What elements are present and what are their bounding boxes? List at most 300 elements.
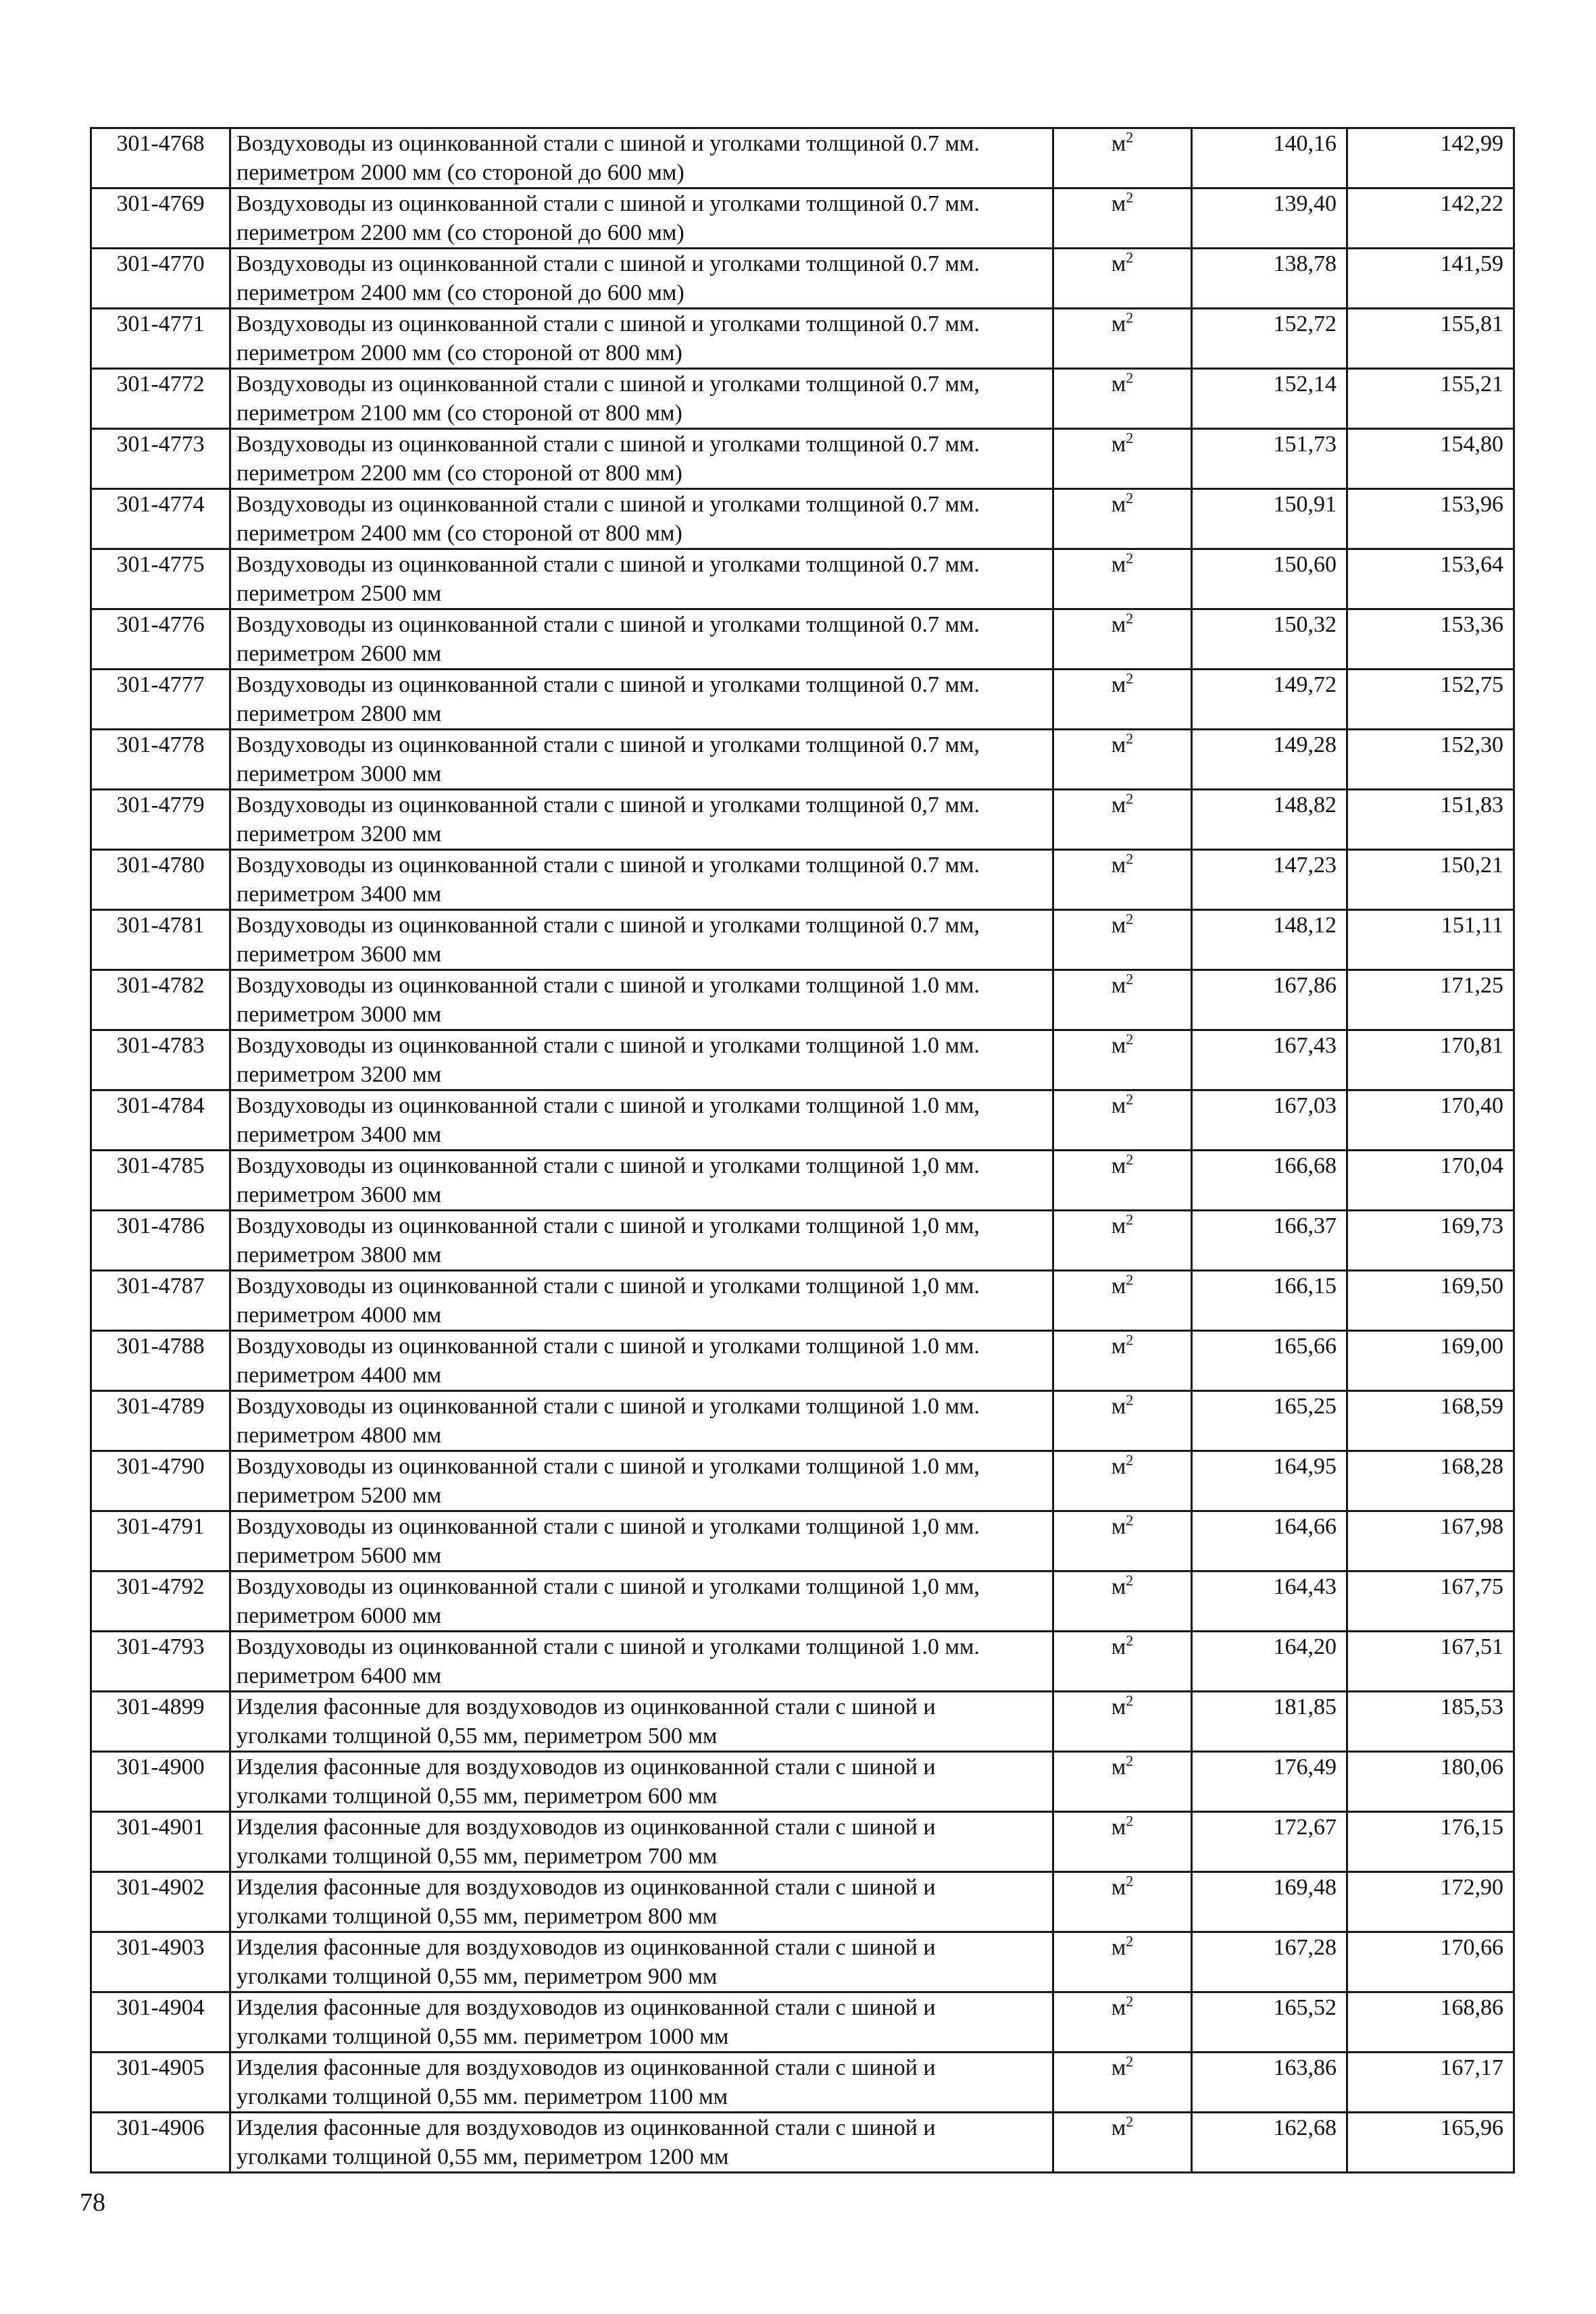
description-line-2: периметром 4800 мм: [236, 1423, 442, 1448]
item-code: 301-4784: [91, 1090, 230, 1151]
table-body: [91, 128, 1514, 2173]
description-line-1: Воздуховоды из оцинкованной стали с шиной и уголками толщиной 1.0 мм.: [236, 1033, 980, 1058]
item-code: 301-4900: [91, 1752, 230, 1812]
description-line-1: Воздуховоды из оцинкованной стали с шиной и уголками толщиной 0.7 мм.: [236, 552, 980, 577]
price-base: 149,28: [1192, 730, 1347, 790]
table-row: [91, 670, 1514, 730]
price-base: 167,86: [1192, 970, 1347, 1030]
unit-label: м: [1111, 973, 1126, 998]
description-line-2: уголками толщиной 0,55 мм, периметром 500 мм: [236, 1724, 718, 1749]
price-base: 147,23: [1192, 850, 1347, 910]
unit-cell: [1053, 369, 1192, 429]
unit-cell: [1053, 1632, 1192, 1692]
price-current: 150,21: [1347, 850, 1514, 910]
unit-label: м: [1111, 732, 1126, 757]
price-table: [90, 127, 1515, 2173]
description-line-2: периметром 3200 мм: [236, 822, 442, 847]
item-description: [230, 1992, 1053, 2053]
description-line-2: периметром 2200 мм (со стороной от 800 мм): [236, 461, 682, 486]
price-base: 162,68: [1192, 2113, 1347, 2173]
description-line-2: периметром 3200 мм: [236, 1062, 442, 1087]
description-line-1: Воздуховоды из оцинкованной стали с шиной и уголками толщиной 1.0 мм,: [236, 1093, 980, 1118]
description-line-2: уголками толщиной 0,55 мм, периметром 700 мм: [236, 1844, 718, 1869]
unit-cell: [1053, 730, 1192, 790]
item-description: [230, 309, 1053, 369]
price-current: 176,15: [1347, 1812, 1514, 1872]
unit-cell: [1053, 1211, 1192, 1271]
price-base: 152,72: [1192, 309, 1347, 369]
item-code: 301-4775: [91, 549, 230, 609]
price-current: 167,51: [1347, 1632, 1514, 1692]
unit-exponent: 2: [1126, 1752, 1134, 1769]
description-line-1: Изделия фасонные для воздуховодов из оцинкованной стали с шиной и: [236, 1995, 936, 2020]
price-current: 168,28: [1347, 1451, 1514, 1511]
table-row: [91, 1692, 1514, 1752]
description-line-2: периметром 5600 мм: [236, 1543, 442, 1568]
unit-exponent: 2: [1126, 1211, 1134, 1228]
unit-exponent: 2: [1126, 1151, 1134, 1168]
price-current: 142,22: [1347, 188, 1514, 249]
unit-exponent: 2: [1126, 1451, 1134, 1469]
item-code: 301-4768: [91, 128, 230, 188]
item-description: [230, 1030, 1053, 1090]
price-base: 164,95: [1192, 1451, 1347, 1511]
item-description: [230, 1812, 1053, 1872]
table-row: [91, 790, 1514, 850]
price-current: 169,73: [1347, 1211, 1514, 1271]
item-code: 301-4778: [91, 730, 230, 790]
item-code: 301-4790: [91, 1451, 230, 1511]
unit-label: м: [1111, 1334, 1126, 1359]
price-current: 185,53: [1347, 1692, 1514, 1752]
price-base: 138,78: [1192, 249, 1347, 309]
description-line-2: уголками толщиной 0,55 мм, периметром 1200 мм: [236, 2144, 729, 2169]
price-base: 165,52: [1192, 1992, 1347, 2053]
item-description: [230, 1391, 1053, 1451]
description-line-2: периметром 2400 мм (со стороной до 600 мм): [236, 280, 684, 305]
unit-exponent: 2: [1126, 1090, 1134, 1108]
unit-label: м: [1111, 1755, 1126, 1780]
description-line-1: Воздуховоды из оцинкованной стали с шиной и уголками толщиной 0.7 мм.: [236, 191, 980, 216]
price-current: 153,96: [1347, 489, 1514, 549]
description-line-1: Воздуховоды из оцинкованной стали с шиной и уголками толщиной 1.0 мм.: [236, 1634, 980, 1659]
unit-exponent: 2: [1126, 670, 1134, 687]
item-code: 301-4776: [91, 609, 230, 670]
unit-exponent: 2: [1126, 128, 1134, 146]
price-current: 167,17: [1347, 2053, 1514, 2113]
unit-label: м: [1111, 1033, 1126, 1058]
unit-cell: [1053, 128, 1192, 188]
unit-label: м: [1111, 1454, 1126, 1479]
price-current: 153,64: [1347, 549, 1514, 609]
description-line-1: Изделия фасонные для воздуховодов из оцинкованной стали с шиной и: [236, 1815, 936, 1840]
unit-exponent: 2: [1126, 429, 1134, 447]
table-row: [91, 1992, 1514, 2053]
unit-cell: [1053, 670, 1192, 730]
unit-cell: [1053, 790, 1192, 850]
item-description: [230, 2053, 1053, 2113]
price-base: 150,60: [1192, 549, 1347, 609]
item-description: [230, 128, 1053, 188]
description-line-2: периметром 2800 мм: [236, 701, 442, 726]
item-code: 301-4793: [91, 1632, 230, 1692]
item-description: [230, 970, 1053, 1030]
item-description: [230, 249, 1053, 309]
price-current: 151,11: [1347, 910, 1514, 970]
price-base: 148,82: [1192, 790, 1347, 850]
price-current: 169,50: [1347, 1271, 1514, 1331]
item-code: 301-4779: [91, 790, 230, 850]
table-row: [91, 429, 1514, 489]
unit-label: м: [1111, 1514, 1126, 1539]
item-description: [230, 850, 1053, 910]
unit-cell: [1053, 1511, 1192, 1571]
unit-label: м: [1111, 1213, 1126, 1238]
unit-exponent: 2: [1126, 1511, 1134, 1529]
unit-cell: [1053, 609, 1192, 670]
table-row: [91, 1932, 1514, 1992]
description-line-1: Изделия фасонные для воздуховодов из оцинкованной стали с шиной и: [236, 1755, 936, 1780]
price-current: 153,36: [1347, 609, 1514, 670]
item-description: [230, 790, 1053, 850]
page-number: 78: [80, 2188, 105, 2217]
price-current: 168,86: [1347, 1992, 1514, 2053]
price-base: 176,49: [1192, 1752, 1347, 1812]
description-line-1: Воздуховоды из оцинкованной стали с шиной и уголками толщиной 0.7 мм.: [236, 251, 980, 276]
description-line-2: уголками толщиной 0,55 мм, периметром 800 мм: [236, 1904, 718, 1929]
unit-cell: [1053, 309, 1192, 369]
description-line-2: периметром 2500 мм: [236, 581, 442, 606]
unit-cell: [1053, 1331, 1192, 1391]
table-row: [91, 1271, 1514, 1331]
description-line-2: уголками толщиной 0,55 мм, периметром 900 мм: [236, 1964, 718, 1989]
table-row: [91, 1030, 1514, 1090]
unit-cell: [1053, 1752, 1192, 1812]
description-line-2: периметром 6000 мм: [236, 1603, 442, 1628]
description-line-1: Воздуховоды из оцинкованной стали с шиной и уголками толщиной 0.7 мм,: [236, 913, 980, 938]
unit-cell: [1053, 1030, 1192, 1090]
price-current: 170,40: [1347, 1090, 1514, 1151]
description-line-1: Воздуховоды из оцинкованной стали с шиной и уголками толщиной 0,7 мм.: [236, 793, 980, 818]
table-row: [91, 1090, 1514, 1151]
unit-cell: [1053, 1872, 1192, 1932]
unit-exponent: 2: [1126, 1932, 1134, 1950]
price-base: 166,37: [1192, 1211, 1347, 1271]
unit-cell: [1053, 1932, 1192, 1992]
item-description: [230, 369, 1053, 429]
description-line-1: Воздуховоды из оцинкованной стали с шиной и уголками толщиной 1,0 мм.: [236, 1274, 980, 1299]
price-current: 170,66: [1347, 1932, 1514, 1992]
item-description: [230, 730, 1053, 790]
unit-exponent: 2: [1126, 1331, 1134, 1349]
description-line-1: Воздуховоды из оцинкованной стали с шиной и уголками толщиной 1,0 мм.: [236, 1153, 980, 1178]
price-base: 148,12: [1192, 910, 1347, 970]
description-line-2: периметром 3000 мм: [236, 1002, 442, 1027]
description-line-1: Изделия фасонные для воздуховодов из оцинкованной стали с шиной и: [236, 1875, 936, 1900]
unit-label: м: [1111, 251, 1126, 276]
description-line-2: уголками толщиной 0,55 мм. периметром 1000 мм: [236, 2024, 729, 2049]
table-row: [91, 369, 1514, 429]
unit-cell: [1053, 1151, 1192, 1211]
price-current: 142,99: [1347, 128, 1514, 188]
description-line-1: Воздуховоды из оцинкованной стали с шиной и уголками толщиной 1,0 мм.: [236, 1514, 980, 1539]
unit-exponent: 2: [1126, 188, 1134, 206]
table-row: [91, 609, 1514, 670]
description-line-1: Воздуховоды из оцинкованной стали с шиной и уголками толщиной 1,0 мм,: [236, 1213, 980, 1238]
description-line-2: периметром 6400 мм: [236, 1663, 442, 1688]
table-row: [91, 1511, 1514, 1571]
unit-exponent: 2: [1126, 1992, 1134, 2010]
price-base: 167,28: [1192, 1932, 1347, 1992]
description-line-1: Воздуховоды из оцинкованной стали с шиной и уголками толщиной 0.7 мм.: [236, 311, 980, 336]
unit-exponent: 2: [1126, 910, 1134, 928]
description-line-2: периметром 2100 мм (со стороной от 800 мм): [236, 401, 682, 426]
unit-cell: [1053, 549, 1192, 609]
description-line-2: периметром 5200 мм: [236, 1483, 442, 1508]
table-row: [91, 730, 1514, 790]
unit-label: м: [1111, 1574, 1126, 1599]
unit-cell: [1053, 1812, 1192, 1872]
item-description: [230, 1451, 1053, 1511]
table-row: [91, 1872, 1514, 1932]
unit-label: м: [1111, 672, 1126, 697]
price-current: 167,75: [1347, 1571, 1514, 1632]
unit-cell: [1053, 249, 1192, 309]
table-row: [91, 2113, 1514, 2173]
unit-exponent: 2: [1126, 369, 1134, 386]
item-code: 301-4904: [91, 1992, 230, 2053]
unit-exponent: 2: [1126, 1872, 1134, 1890]
unit-exponent: 2: [1126, 249, 1134, 266]
price-base: 164,66: [1192, 1511, 1347, 1571]
description-line-2: периметром 4400 мм: [236, 1363, 442, 1388]
description-line-2: периметром 2600 мм: [236, 641, 442, 666]
table-row: [91, 850, 1514, 910]
item-code: 301-4780: [91, 850, 230, 910]
item-description: [230, 1511, 1053, 1571]
description-line-2: уголками толщиной 0,55 мм, периметром 600 мм: [236, 1784, 718, 1809]
item-description: [230, 188, 1053, 249]
unit-cell: [1053, 1571, 1192, 1632]
unit-exponent: 2: [1126, 730, 1134, 747]
item-code: 301-4772: [91, 369, 230, 429]
unit-cell: [1053, 1992, 1192, 2053]
price-base: 166,68: [1192, 1151, 1347, 1211]
description-line-1: Изделия фасонные для воздуховодов из оцинкованной стали с шиной и: [236, 1935, 936, 1960]
table-row: [91, 1571, 1514, 1632]
price-current: 152,30: [1347, 730, 1514, 790]
item-description: [230, 1331, 1053, 1391]
unit-label: м: [1111, 2115, 1126, 2140]
price-base: 165,25: [1192, 1391, 1347, 1451]
description-line-1: Воздуховоды из оцинкованной стали с шиной и уголками толщиной 1.0 мм.: [236, 973, 980, 998]
table-row: [91, 249, 1514, 309]
unit-label: м: [1111, 913, 1126, 938]
item-description: [230, 1090, 1053, 1151]
item-description: [230, 1752, 1053, 1812]
unit-cell: [1053, 1692, 1192, 1752]
item-code: 301-4786: [91, 1211, 230, 1271]
item-code: 301-4783: [91, 1030, 230, 1090]
unit-label: м: [1111, 1634, 1126, 1659]
price-base: 181,85: [1192, 1692, 1347, 1752]
description-line-1: Изделия фасонные для воздуховодов из оцинкованной стали с шиной и: [236, 2055, 936, 2080]
price-current: 168,59: [1347, 1391, 1514, 1451]
item-code: 301-4899: [91, 1692, 230, 1752]
table-row: [91, 128, 1514, 188]
table-row: [91, 549, 1514, 609]
table-row: [91, 1752, 1514, 1812]
unit-exponent: 2: [1126, 2113, 1134, 2130]
price-base: 165,66: [1192, 1331, 1347, 1391]
unit-label: м: [1111, 793, 1126, 818]
description-line-1: Воздуховоды из оцинкованной стали с шиной и уголками толщиной 0.7 мм,: [236, 732, 980, 757]
price-current: 171,25: [1347, 970, 1514, 1030]
description-line-1: Воздуховоды из оцинкованной стали с шиной и уголками толщиной 0.7 мм.: [236, 131, 980, 156]
unit-exponent: 2: [1126, 1271, 1134, 1288]
unit-cell: [1053, 1271, 1192, 1331]
unit-label: м: [1111, 2055, 1126, 2080]
unit-label: м: [1111, 191, 1126, 216]
description-line-1: Изделия фасонные для воздуховодов из оцинкованной стали с шиной и: [236, 1694, 936, 1719]
unit-label: м: [1111, 1394, 1126, 1419]
unit-label: м: [1111, 1153, 1126, 1178]
unit-cell: [1053, 1090, 1192, 1151]
item-description: [230, 489, 1053, 549]
unit-cell: [1053, 2053, 1192, 2113]
item-description: [230, 1872, 1053, 1932]
price-base: 163,86: [1192, 2053, 1347, 2113]
item-description: [230, 549, 1053, 609]
item-description: [230, 1632, 1053, 1692]
item-code: 301-4791: [91, 1511, 230, 1571]
table-row: [91, 970, 1514, 1030]
item-code: 301-4788: [91, 1331, 230, 1391]
description-line-1: Воздуховоды из оцинкованной стали с шиной и уголками толщиной 0.7 мм,: [236, 372, 980, 397]
price-base: 164,20: [1192, 1632, 1347, 1692]
unit-cell: [1053, 910, 1192, 970]
unit-label: м: [1111, 612, 1126, 637]
description-line-1: Воздуховоды из оцинкованной стали с шиной и уголками толщиной 1.0 мм.: [236, 1334, 980, 1359]
price-current: 172,90: [1347, 1872, 1514, 1932]
unit-cell: [1053, 188, 1192, 249]
item-description: [230, 1692, 1053, 1752]
unit-exponent: 2: [1126, 309, 1134, 326]
unit-cell: [1053, 970, 1192, 1030]
description-line-1: Воздуховоды из оцинкованной стали с шиной и уголками толщиной 1.0 мм,: [236, 1454, 980, 1479]
item-code: 301-4792: [91, 1571, 230, 1632]
unit-cell: [1053, 1451, 1192, 1511]
item-description: [230, 910, 1053, 970]
item-code: 301-4769: [91, 188, 230, 249]
table-row: [91, 1331, 1514, 1391]
description-line-2: периметром 3600 мм: [236, 1182, 442, 1207]
price-base: 150,32: [1192, 609, 1347, 670]
item-code: 301-4906: [91, 2113, 230, 2173]
price-current: 141,59: [1347, 249, 1514, 309]
price-current: 167,98: [1347, 1511, 1514, 1571]
description-line-2: уголками толщиной 0,55 мм. периметром 1100 мм: [236, 2084, 728, 2109]
unit-label: м: [1111, 1694, 1126, 1719]
unit-label: м: [1111, 432, 1126, 457]
unit-exponent: 2: [1126, 1571, 1134, 1589]
unit-label: м: [1111, 1935, 1126, 1960]
price-current: 170,04: [1347, 1151, 1514, 1211]
item-description: [230, 670, 1053, 730]
unit-exponent: 2: [1126, 790, 1134, 807]
table-row: [91, 309, 1514, 369]
price-base: 164,43: [1192, 1571, 1347, 1632]
unit-exponent: 2: [1126, 1030, 1134, 1048]
table-row: [91, 2053, 1514, 2113]
description-line-2: периметром 3800 мм: [236, 1242, 442, 1267]
item-code: 301-4777: [91, 670, 230, 730]
unit-label: м: [1111, 372, 1126, 397]
price-base: 140,16: [1192, 128, 1347, 188]
unit-cell: [1053, 489, 1192, 549]
table-row: [91, 188, 1514, 249]
item-code: 301-4771: [91, 309, 230, 369]
description-line-2: периметром 3600 мм: [236, 942, 442, 967]
unit-cell: [1053, 850, 1192, 910]
unit-label: м: [1111, 492, 1126, 517]
description-line-1: Воздуховоды из оцинкованной стали с шиной и уголками толщиной 1,0 мм,: [236, 1574, 980, 1599]
price-current: 152,75: [1347, 670, 1514, 730]
item-description: [230, 1211, 1053, 1271]
price-base: 139,40: [1192, 188, 1347, 249]
unit-cell: [1053, 2113, 1192, 2173]
item-description: [230, 609, 1053, 670]
unit-exponent: 2: [1126, 609, 1134, 627]
table-row: [91, 1151, 1514, 1211]
price-base: 152,14: [1192, 369, 1347, 429]
unit-label: м: [1111, 1875, 1126, 1900]
price-base: 172,67: [1192, 1812, 1347, 1872]
description-line-1: Воздуховоды из оцинкованной стали с шиной и уголками толщиной 0.7 мм.: [236, 492, 980, 517]
price-current: 170,81: [1347, 1030, 1514, 1090]
description-line-2: периметром 3400 мм: [236, 882, 442, 907]
item-code: 301-4787: [91, 1271, 230, 1331]
price-base: 166,15: [1192, 1271, 1347, 1331]
price-current: 155,81: [1347, 309, 1514, 369]
item-code: 301-4905: [91, 2053, 230, 2113]
item-code: 301-4773: [91, 429, 230, 489]
description-line-1: Изделия фасонные для воздуховодов из оцинкованной стали с шиной и: [236, 2115, 936, 2140]
price-base: 167,43: [1192, 1030, 1347, 1090]
item-description: [230, 1571, 1053, 1632]
unit-exponent: 2: [1126, 1391, 1134, 1409]
unit-exponent: 2: [1126, 970, 1134, 988]
unit-label: м: [1111, 1995, 1126, 2020]
price-base: 169,48: [1192, 1872, 1347, 1932]
description-line-2: периметром 4000 мм: [236, 1303, 442, 1328]
unit-label: м: [1111, 853, 1126, 878]
description-line-2: периметром 2000 мм (со стороной до 600 мм): [236, 160, 684, 185]
description-line-1: Воздуховоды из оцинкованной стали с шиной и уголками толщиной 0.7 мм.: [236, 612, 980, 637]
price-current: 180,06: [1347, 1752, 1514, 1812]
unit-label: м: [1111, 552, 1126, 577]
table-row: [91, 1812, 1514, 1872]
table-row: [91, 1211, 1514, 1271]
unit-exponent: 2: [1126, 489, 1134, 507]
item-code: 301-4901: [91, 1812, 230, 1872]
unit-label: м: [1111, 1815, 1126, 1840]
unit-exponent: 2: [1126, 549, 1134, 567]
price-current: 151,83: [1347, 790, 1514, 850]
description-line-2: периметром 3000 мм: [236, 761, 442, 786]
price-base: 151,73: [1192, 429, 1347, 489]
price-current: 165,96: [1347, 2113, 1514, 2173]
